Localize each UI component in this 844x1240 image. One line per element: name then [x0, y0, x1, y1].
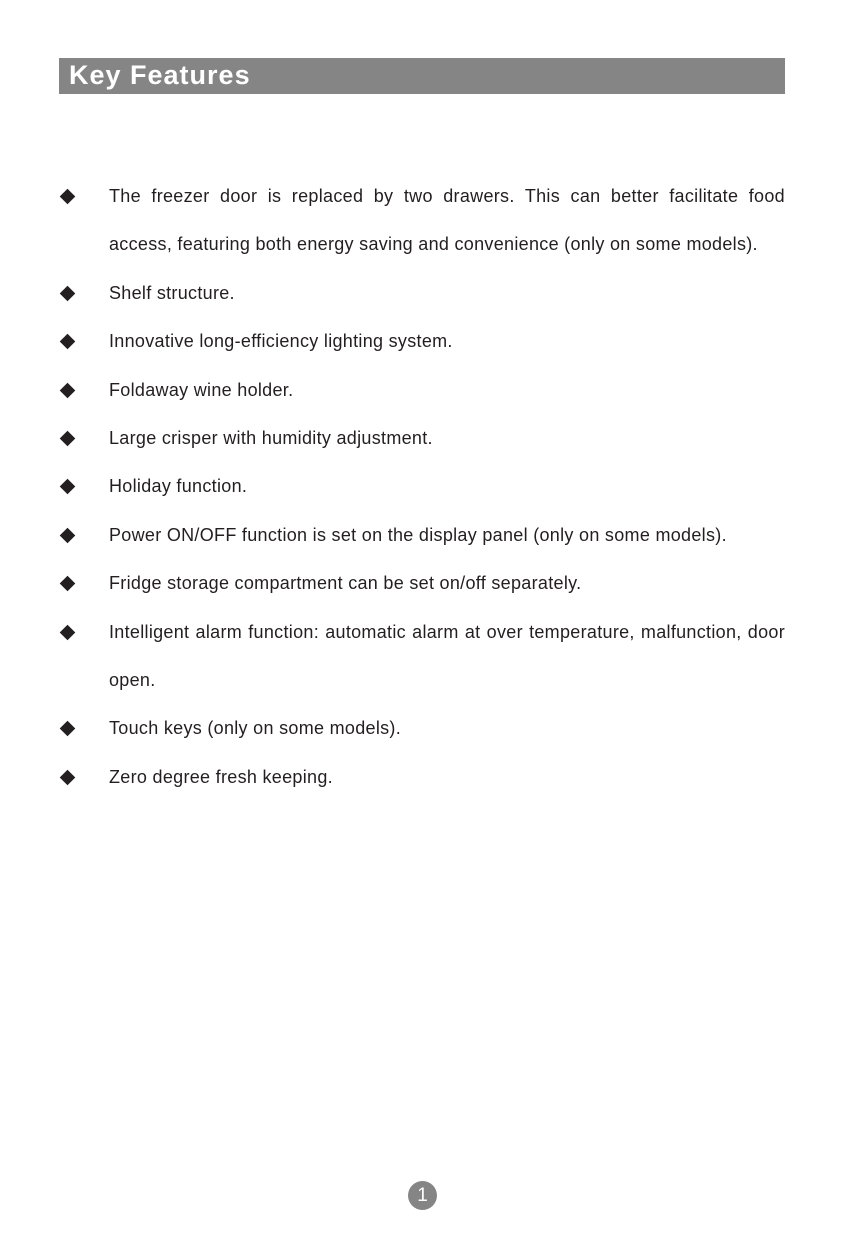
feature-item-power — [59, 511, 785, 559]
diamond-bullet-icon — [60, 721, 76, 737]
section-header-bar — [59, 58, 785, 94]
feature-text: Zero degree fresh keeping. — [109, 766, 333, 787]
feature-item-shelf — [59, 269, 785, 317]
page-number-badge: 1 — [408, 1181, 437, 1210]
diamond-bullet-icon — [60, 382, 76, 398]
feature-text: Foldaway wine holder. — [109, 379, 294, 400]
feature-text: Intelligent alarm function: automatic alarm at over temperature, malfunction, door open. — [109, 621, 785, 691]
feature-item-crisper — [59, 414, 785, 462]
feature-text: Power ON/OFF function is set on the display panel (only on some models). — [109, 524, 727, 545]
feature-item-zero-degree — [59, 753, 785, 801]
feature-text: Shelf structure. — [109, 282, 235, 303]
diamond-bullet-icon — [60, 189, 76, 205]
feature-item-touch-keys — [59, 704, 785, 752]
feature-text: The freezer door is replaced by two drawers. This can better facilitate food access, featuring both energy saving and convenience (only on some models). — [109, 186, 785, 255]
feature-item-fridge-compartment — [59, 559, 785, 607]
diamond-bullet-icon — [60, 624, 76, 640]
feature-text: Innovative long-efficiency lighting system. — [109, 331, 453, 352]
feature-item-holiday — [59, 462, 785, 510]
feature-item-wine-holder — [59, 366, 785, 414]
feature-item-drawers — [59, 172, 785, 269]
feature-text: Holiday function. — [109, 476, 248, 497]
diamond-bullet-icon — [60, 479, 76, 495]
feature-item-lighting — [59, 317, 785, 365]
feature-text: Fridge storage compartment can be set on/off separately. — [109, 573, 582, 594]
diamond-bullet-icon — [60, 334, 76, 350]
diamond-bullet-icon — [60, 286, 76, 302]
page-title: Key Features — [69, 60, 251, 90]
feature-item-alarm — [59, 608, 785, 705]
feature-text: Touch keys (only on some models). — [109, 718, 402, 739]
feature-text: Large crisper with humidity adjustment. — [109, 428, 433, 449]
diamond-bullet-icon — [60, 528, 76, 544]
diamond-bullet-icon — [60, 431, 76, 447]
diamond-bullet-icon — [60, 770, 76, 786]
diamond-bullet-icon — [60, 576, 76, 592]
feature-list — [59, 172, 785, 801]
